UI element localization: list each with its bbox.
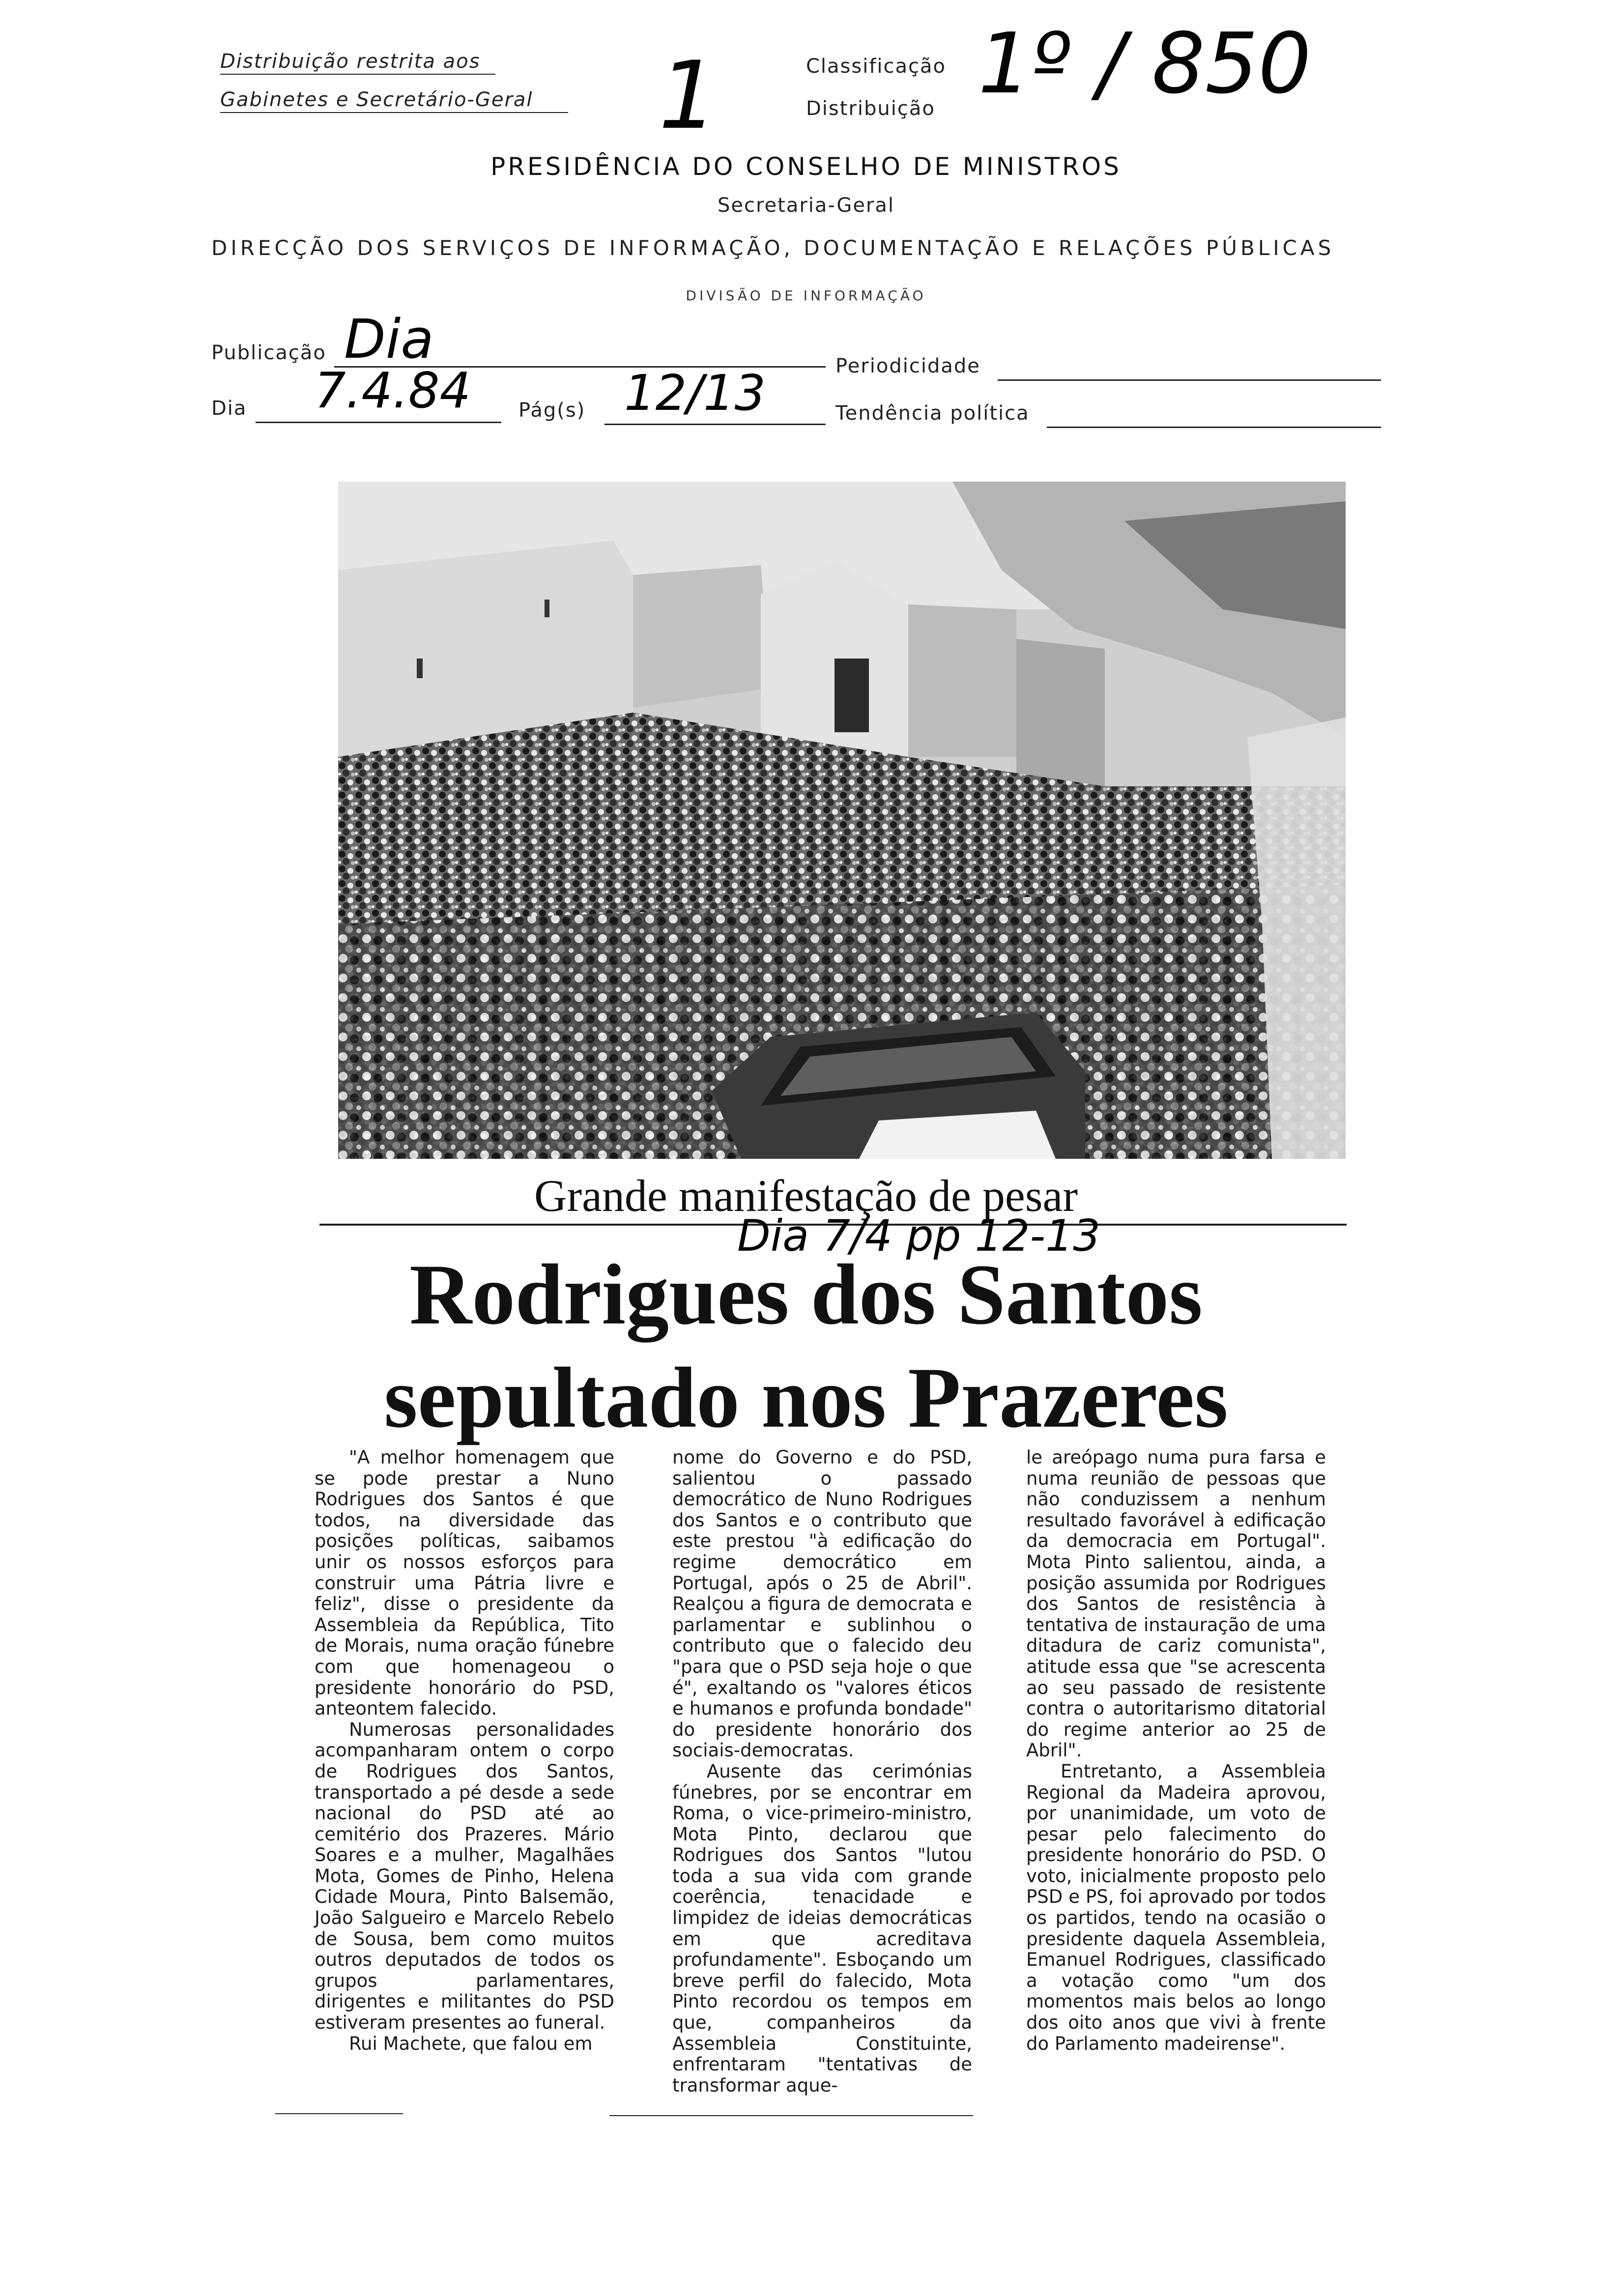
column-3-paragraph: Entretanto, a Assembleia Regional da Madeira aprovou, por unanimidade, um voto de pesar pelo falecimento do presidente honorário do PSD. O voto, inicialmente proposto pelo PSD e PS, foi aprovado por todos os partidos, tendo na ocasião o presidente daquela Assembleia, Emanuel Rodrigues, classificado a votação como "um dos momentos mais belos ao longo dos oito anos que vivi à frente do Parlamento madeirense". (1026, 1760, 1326, 2054)
day-label: Dia (211, 397, 247, 420)
periodicity-label: Periodicidade (835, 355, 980, 377)
political-tendency-label: Tendência política (835, 402, 1030, 425)
distribution-label: Distribuição (806, 97, 935, 120)
article-column-3 (1026, 1447, 1326, 2054)
headline-line-1: Rodrigues dos Santos (409, 1247, 1203, 1343)
funeral-crowd-photo (338, 482, 1346, 1159)
publication-value: Dia (344, 308, 434, 371)
distribution-line-2: Gabinetes e Secretário-Geral (220, 88, 533, 111)
bottom-rule-center (609, 2115, 973, 2116)
pages-label: Pág(s) (518, 399, 586, 422)
handwritten-classification: 1º / 850 (978, 15, 1312, 113)
article-column-2 (672, 1447, 972, 2096)
article-column-1 (315, 1447, 614, 2054)
article-headline (0, 1243, 1612, 1450)
pages-underline (604, 424, 826, 425)
article-kicker: Grande manifestação de pesar (534, 1171, 1078, 1221)
headline-line-2: sepultado nos Prazeres (384, 1350, 1228, 1446)
handwritten-source-note: Dia 7/4 pp 12-13 (737, 1210, 1101, 1261)
periodicity-underline (998, 379, 1381, 381)
column-2-paragraph: Ausente das cerimónias fúnebres, por se encontrar em Roma, o vice-primeiro-ministro, Mota Pinto, declarou que Rodrigues dos Santos "lutou toda a sua vida com grande coerência, tenacidade e limpidez de ideias democráticas em que acreditava profundamente". Esboçando um breve perfil do falecido, Mota Pinto recordou os tempos em que, companheiros da Assembleia Constituinte, enfrentaram "tentativas de transformar aque- (672, 1760, 972, 2096)
pages-value: 12/13 (624, 364, 766, 422)
day-underline (256, 422, 501, 423)
distribution-underline-1 (220, 74, 495, 75)
bottom-rule-left (275, 2113, 403, 2114)
ministry-title: PRESIDÊNCIA DO CONSELHO DE MINISTROS (490, 152, 1122, 181)
publication-label: Publicação (211, 342, 326, 364)
column-1-paragraph: "A melhor homenagem que se pode prestar a Nuno Rodrigues dos Santos é que todos, na diversidade das posições políticas, saibamos unir os nossos esforços para construir uma Pátria livre e feliz", disse o presidente da Assembleia da República, Tito de Morais, numa oração fúnebre com que homenageou o presidente honorário do PSD, anteontem falecido. (315, 1447, 614, 1720)
secretariat-label: Secretaria-Geral (717, 194, 894, 217)
column-1-paragraph: Numerosas personalidades acompanharam ontem o corpo de Rodrigues dos Santos, transportado a pé desde a sede nacional do PSD até ao cemitério dos Prazeres. Mário Soares e a mulher, Magalhães Mota, Gomes de Pinho, Helena Cidade Moura, Pinto Balsemão, João Salgueiro e Marcelo Rebelo de Sousa, bem como muitos outros deputados de todos os grupos parlamentares, dirigentes e militantes do PSD estiveram presentes ao funeral. (315, 1719, 614, 2034)
political-tendency-underline (1047, 427, 1381, 428)
column-1-paragraph: Rui Machete, que falou em (349, 2033, 593, 2054)
distribution-underline-2 (220, 112, 568, 113)
day-value: 7.4.84 (315, 362, 471, 419)
column-3-paragraph: le areópago numa pura farsa e numa reunião de pessoas que não conduzissem a nenhum resultado favorável à edificação da democracia em Portugal". Mota Pinto salientou, ainda, a posição assumida por Rodrigues dos Santos de resistência à tentativa de instauração de uma ditadura de cariz comunista", atitude essa que "se acrescenta ao seu passado de resistente contra o autoritarismo ditatorial do regime anterior ao 25 de Abril". (1026, 1447, 1326, 1761)
distribution-line-1: Distribuição restrita aos (220, 50, 481, 73)
handwritten-number: 1 (659, 41, 718, 150)
column-2-paragraph: nome do Governo e do PSD, salientou o passado democrático de Nuno Rodrigues dos Santos e o contributo que este prestou "à edificação do regime democrático em Portugal, após o 25 de Abril". Realçou a figura de democrata e parlamentar e sublinhou o contributo que o falecido deu "para que o PSD seja hoje o que é", exaltando os "valores éticos e humanos e profunda bondade" do presidente honorário dos sociais-democratas. (672, 1447, 972, 1761)
directorate-label: DIRECÇÃO DOS SERVIÇOS DE INFORMAÇÃO, DOCUMENTAÇÃO E RELAÇÕES PÚBLICAS (211, 236, 1335, 260)
classification-label: Classificação (806, 55, 947, 78)
division-label: DIVISÃO DE INFORMAÇÃO (686, 287, 926, 304)
